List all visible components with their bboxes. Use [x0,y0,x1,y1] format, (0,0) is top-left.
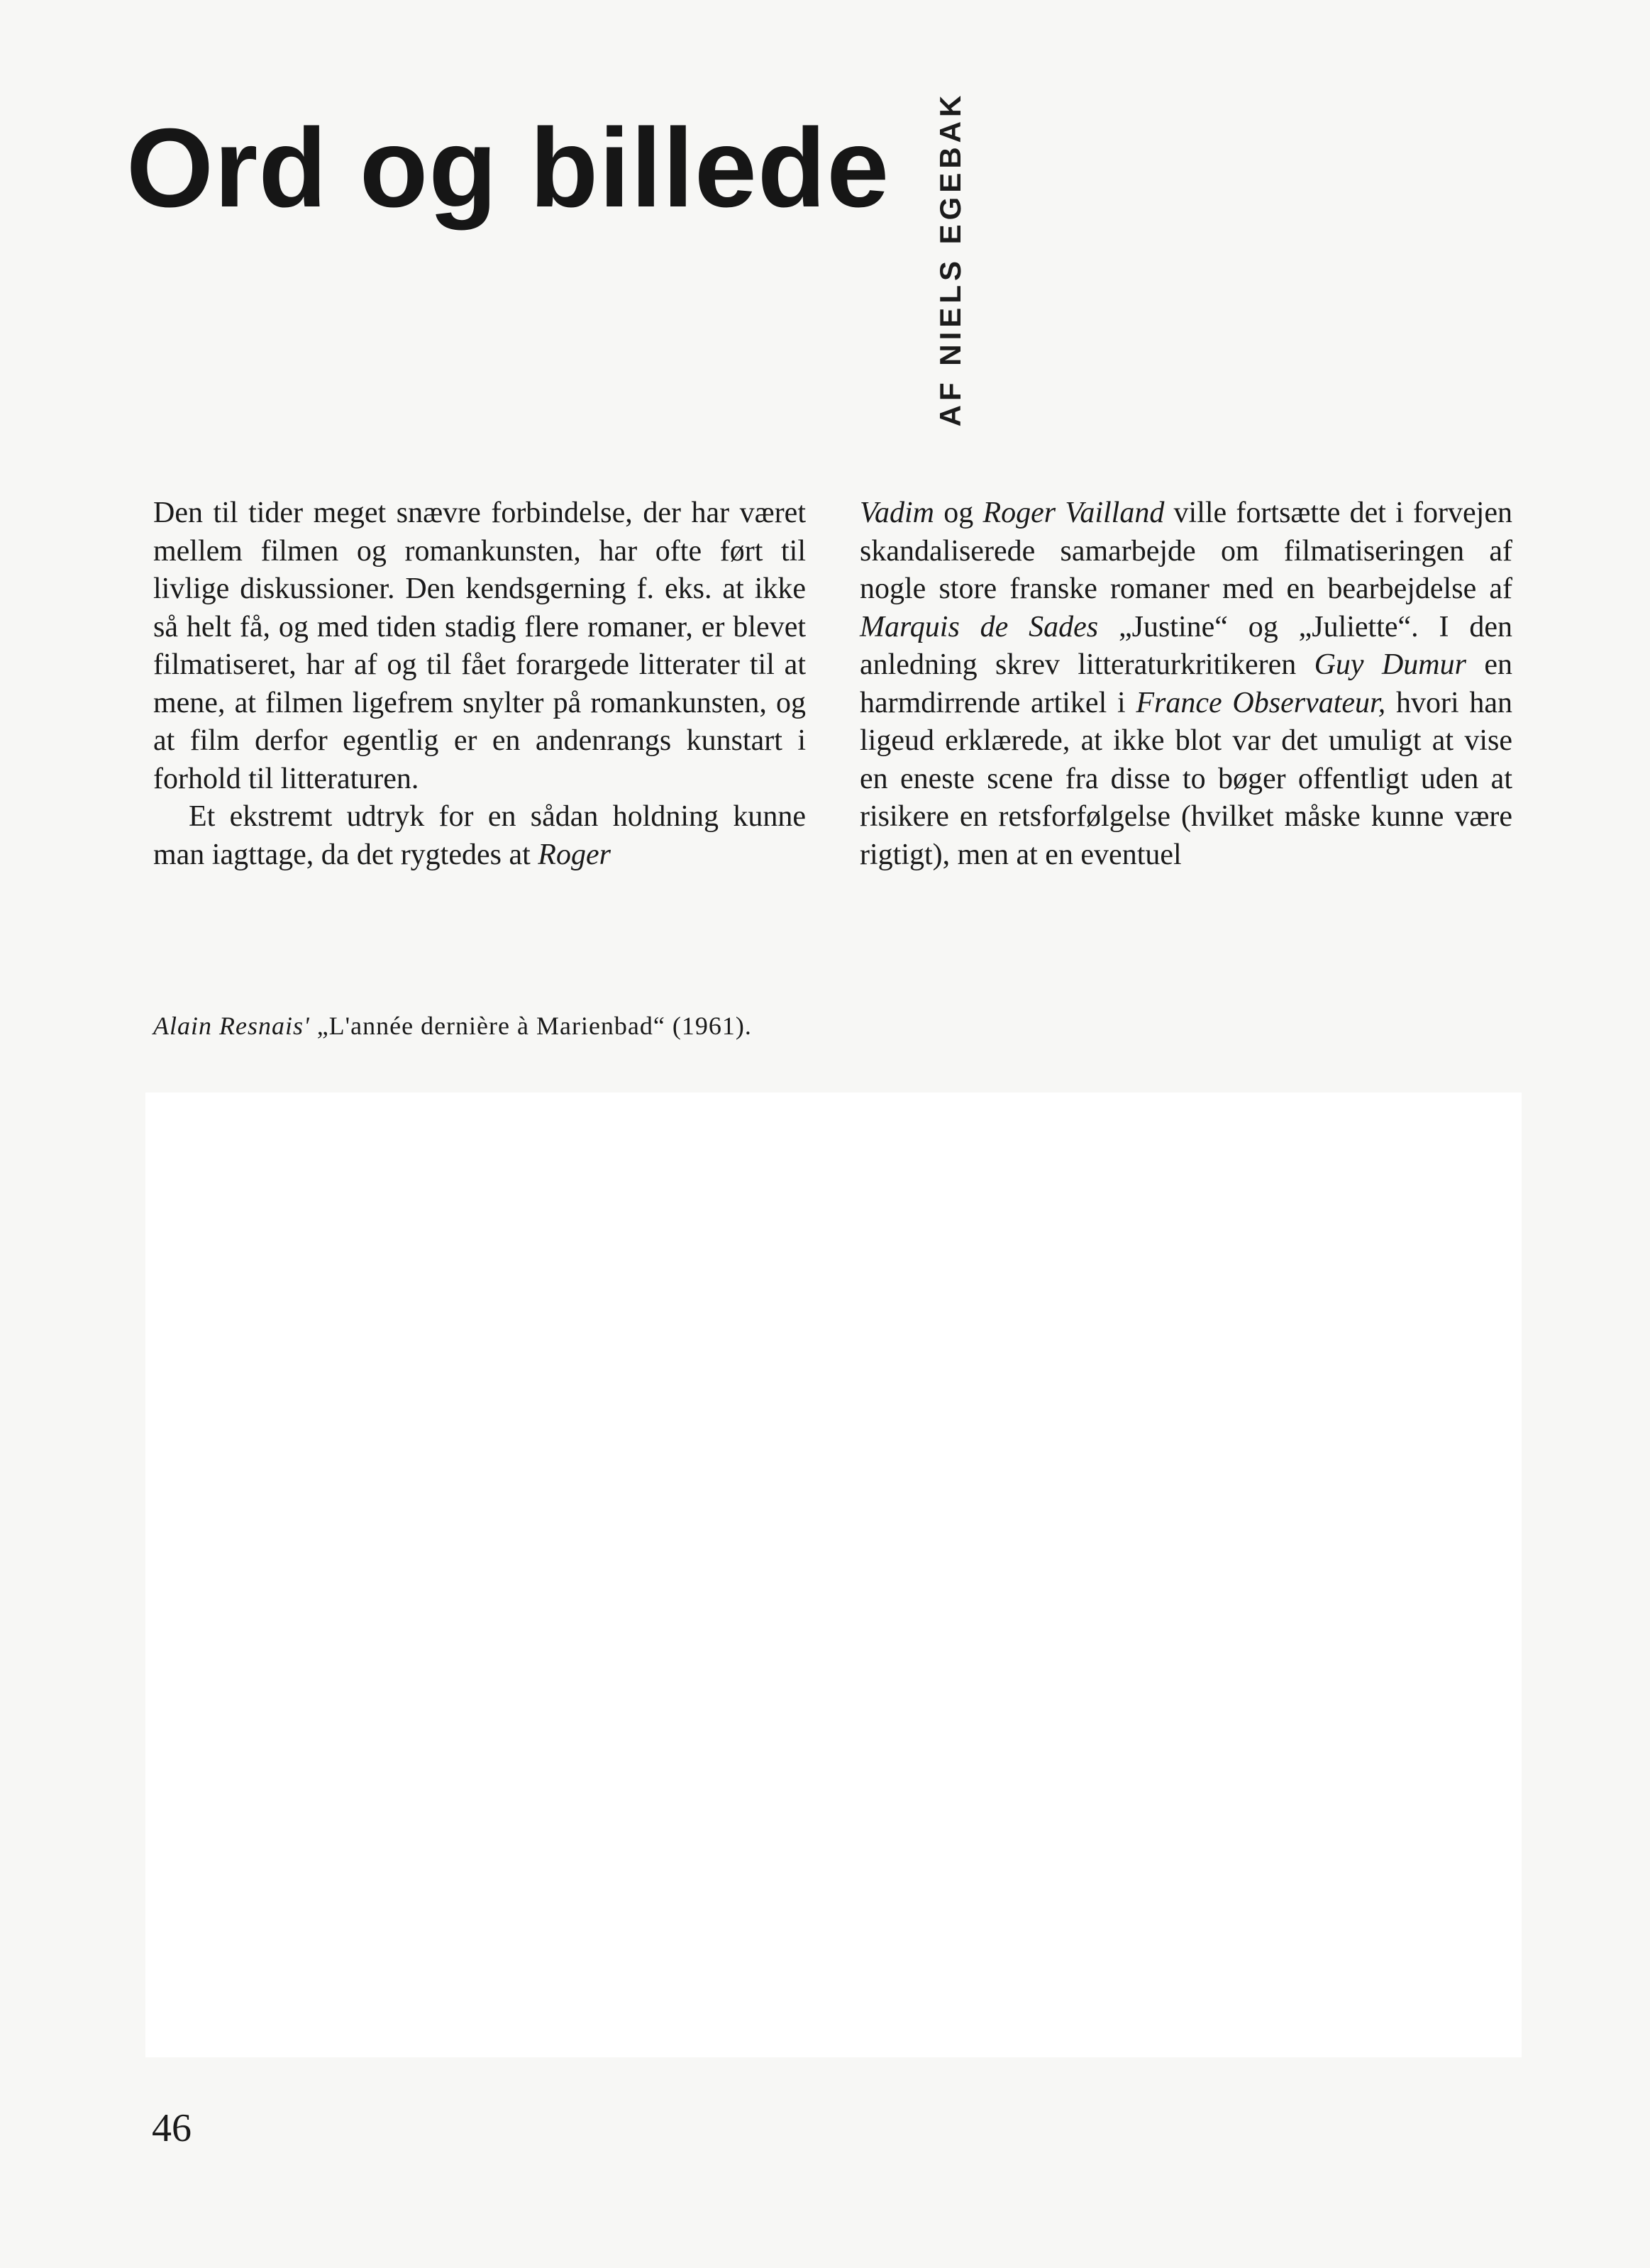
body-column-right [860,494,1512,874]
text-run: ville fortsætte det i forvejen skandaliserede samarbejde om filmatiseringen af nogle store franske romaner med en bearbejdelse af [860,497,1512,605]
person-name: Roger Vailland [982,497,1165,529]
paragraph-1-text: Den til tider meget snævre forbindelse, der har været mellem filmen og romankunsten, har ofte ført til livlige diskussioner. Den kendsgerning f. eks. at ikke så helt få, og med tiden stadig flere romaner, er blevet filmatiseret, har af og til fået forargede litterater til at mene, at filmen ligefrem snylter på romankunsten, og at film derfor egentlig er en andenrangs kunstart i forhold til litteraturen. [153,497,806,795]
caption-director: Alain Resnais' [153,1012,310,1040]
text-run: „Justine“ og „Juliette“. I den anledning skrev litteraturkritikeren [860,610,1512,681]
article-title: Ord og billede [126,106,890,231]
publication-name: France Observateur, [1136,686,1386,719]
caption-text: „L'année dernière à Marienbad“ (1961). [309,1012,752,1040]
text-run: en harmdirrende artikel i [860,648,1512,719]
paragraph-2 [153,798,806,874]
page-number: 46 [152,2106,192,2150]
paragraph-1 [153,494,806,798]
byline-container [922,85,979,433]
photo-caption [153,1011,752,1041]
article-byline: AF NIELS EGEBAK [934,91,967,427]
text-run: og [934,497,983,529]
person-name: Vadim [860,497,934,529]
paragraph-3 [860,494,1512,874]
body-column-left [153,494,806,874]
film-still-image [145,1092,1522,2057]
person-name: Roger [538,838,611,871]
text-run: hvori han ligeud erklærede, at ikke blot var det umuligt at vise en eneste scene fra disse to bøger offentligt uden at risikere en retsforfølgelse (hvilket måske kunne være rigtigt), men at en eventuel [860,686,1512,871]
person-name: Marquis de Sades [860,610,1099,643]
person-name: Guy Dumur [1314,648,1466,681]
paragraph-2-text: Et ekstremt udtryk for en sådan holdning kunne man iagttage, da det rygtedes at [153,800,806,871]
